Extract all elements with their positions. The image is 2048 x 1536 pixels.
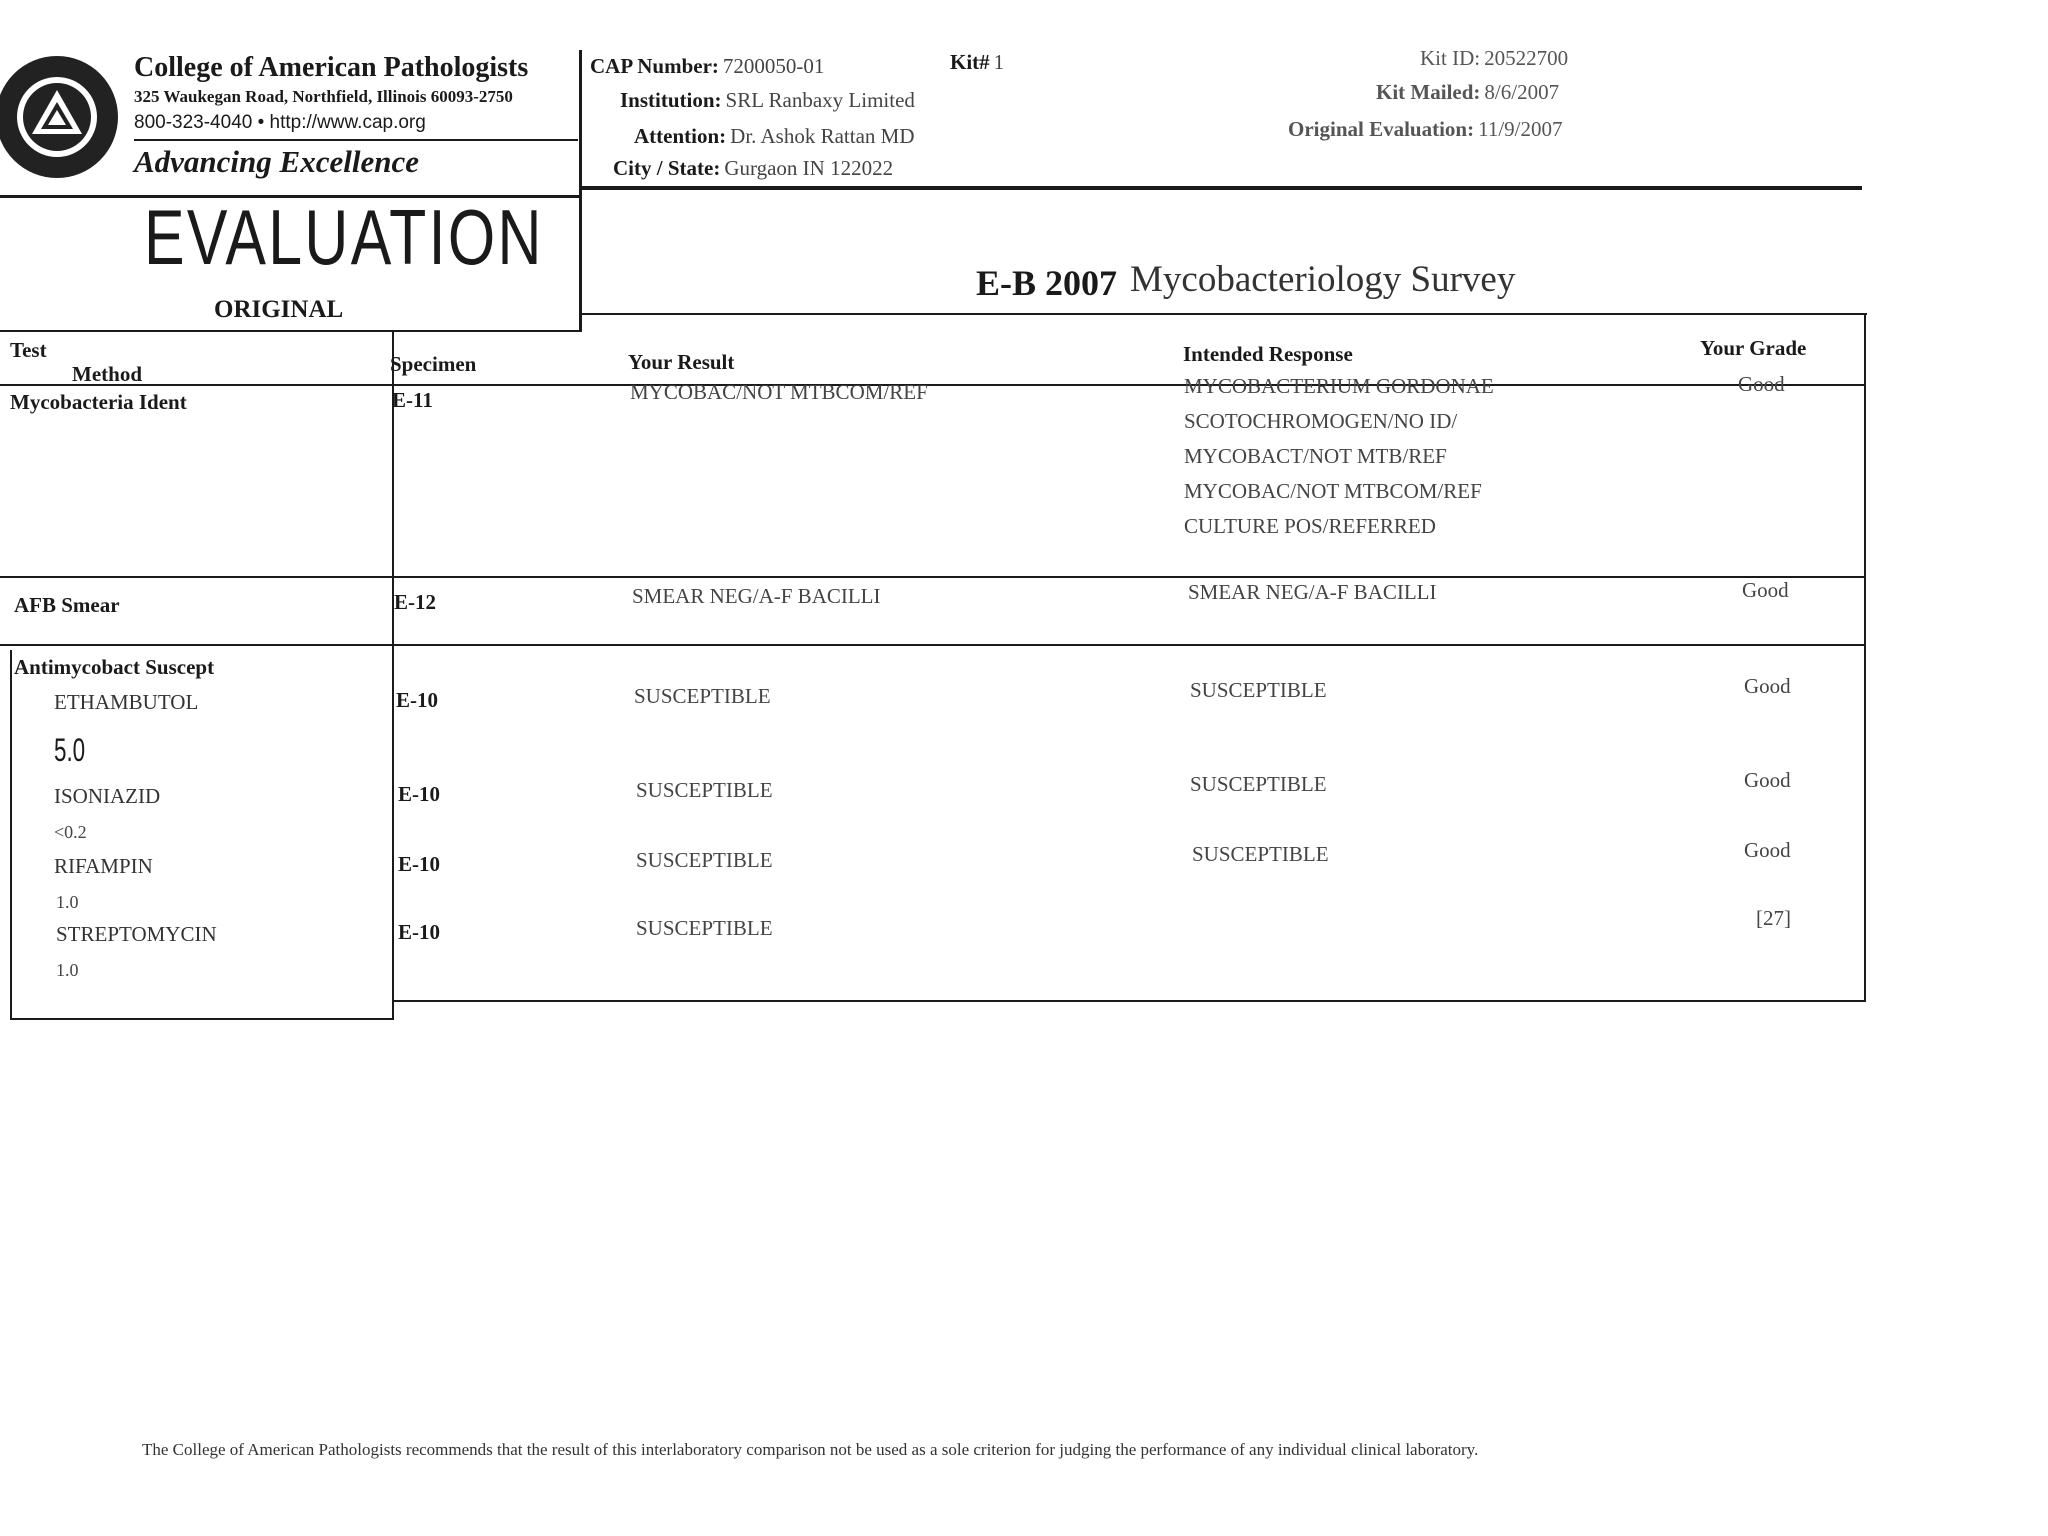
original-evaluation-line xyxy=(1288,117,1563,142)
header-your-grade: Your Grade xyxy=(1700,336,1807,360)
afb-bottom-rule xyxy=(0,644,1866,646)
cap-seal-logo xyxy=(0,54,120,180)
intended-response-line: MYCOBACT/NOT MTB/REF xyxy=(1184,444,1447,468)
kit-id-line xyxy=(1420,46,1568,71)
your-result: SMEAR NEG/A-F BACILLI xyxy=(632,584,881,608)
drug-value: 1.0 xyxy=(56,892,79,912)
specimen: E-10 xyxy=(398,852,440,876)
tagline-rule xyxy=(134,139,578,141)
city-state-label: City / State: xyxy=(613,156,721,180)
kit-number-line xyxy=(950,50,1004,75)
attention-label: Attention: xyxy=(634,124,727,148)
survey-code: E-B 2007 xyxy=(976,263,1118,303)
intended-response: SUSCEPTIBLE xyxy=(1190,772,1327,796)
header-bottom-rule xyxy=(0,384,1866,386)
kit-mailed-label: Kit Mailed: xyxy=(1376,80,1481,104)
header-method: Method xyxy=(72,362,142,386)
evaluation-stamp: EVALUATION xyxy=(144,193,544,281)
intended-response: SUSCEPTIBLE xyxy=(1192,842,1329,866)
intended-response: SUSCEPTIBLE xyxy=(1190,678,1327,702)
original-evaluation-label: Original Evaluation: xyxy=(1288,117,1475,141)
table-top-rule-left xyxy=(0,330,582,332)
your-grade: Good xyxy=(1738,372,1785,396)
kit-number-value: 1 xyxy=(993,50,1005,74)
header-vertical-rule xyxy=(579,50,582,330)
cap-number-value: 7200050-01 xyxy=(722,54,825,78)
drug-name: ETHAMBUTOL xyxy=(54,690,199,714)
institution-value: SRL Ranbaxy Limited xyxy=(725,88,915,112)
attention-value: Dr. Ashok Rattan MD xyxy=(730,124,915,148)
intended-response-line: MYCOBAC/NOT MTBCOM/REF xyxy=(1184,479,1482,503)
header-specimen: Specimen xyxy=(390,352,477,376)
intended-response: SMEAR NEG/A-F BACILLI xyxy=(1188,580,1437,604)
kit-id-label: Kit ID: xyxy=(1420,46,1481,70)
drug-name: ISONIAZID xyxy=(54,784,161,808)
kit-id-value: 20522700 xyxy=(1484,46,1569,70)
specimen: E-11 xyxy=(392,388,433,412)
org-address: 325 Waukegan Road, Northfield, Illinois 60093-2750 xyxy=(134,87,513,106)
intended-response-line: MYCOBACTERIUM GORDONAE xyxy=(1184,374,1494,398)
your-grade: Good xyxy=(1744,768,1791,792)
test-column-rule xyxy=(392,332,394,1020)
cap-number-label: CAP Number: xyxy=(590,54,719,78)
intended-response-line: CULTURE POS/REFERRED xyxy=(1184,514,1436,538)
specimen: E-10 xyxy=(398,782,440,806)
table-bottom-rule-left xyxy=(10,1018,394,1020)
your-result: SUSCEPTIBLE xyxy=(636,778,773,802)
survey-title: Mycobacteriology Survey xyxy=(1130,259,1516,300)
org-tagline: Advancing Excellence xyxy=(134,144,419,179)
drug-value: 1.0 xyxy=(56,960,79,980)
institution-line xyxy=(620,88,915,113)
specimen: E-10 xyxy=(396,688,438,712)
header-test: Test xyxy=(10,338,47,362)
drug-value: <0.2 xyxy=(54,822,87,842)
your-grade: Good xyxy=(1744,838,1791,862)
table-right-rule xyxy=(1864,313,1866,1001)
header-right-rule xyxy=(582,186,1862,190)
ident-bottom-rule xyxy=(0,576,1866,578)
kit-mailed-value: 8/6/2007 xyxy=(1484,80,1560,104)
institution-label: Institution: xyxy=(620,88,722,112)
table-bottom-rule-right xyxy=(394,1000,1866,1002)
city-state-line xyxy=(613,156,893,181)
your-result: SUSCEPTIBLE xyxy=(634,684,771,708)
your-result: SUSCEPTIBLE xyxy=(636,916,773,940)
org-phone-web: 800-323-4040 • http://www.cap.org xyxy=(134,112,426,133)
org-name: College of American Pathologists xyxy=(134,52,529,83)
test-name: AFB Smear xyxy=(14,593,120,617)
kit-number-label: Kit# xyxy=(950,50,990,74)
footer-disclaimer: The College of American Pathologists recommends that the result of this interlaboratory comparison not be used as a sole criterion for judging the performance of any individual clinical laboratory. xyxy=(142,1440,1479,1459)
table-top-rule-right xyxy=(582,313,1867,315)
attention-line xyxy=(634,124,915,149)
drug-name: STREPTOMYCIN xyxy=(56,922,217,946)
your-result: MYCOBAC/NOT MTBCOM/REF xyxy=(630,380,928,404)
your-grade: Good xyxy=(1744,674,1791,698)
city-state-value: Gurgaon IN 122022 xyxy=(724,156,894,180)
test-name: Mycobacteria Ident xyxy=(10,390,187,414)
original-stamp: ORIGINAL xyxy=(214,296,344,323)
specimen: E-12 xyxy=(394,590,436,614)
kit-mailed-line xyxy=(1376,80,1559,105)
header-your-result: Your Result xyxy=(628,350,735,374)
drug-value-handwritten: 5.0 xyxy=(54,732,86,768)
header-intended-response: Intended Response xyxy=(1183,342,1353,366)
your-grade: Good xyxy=(1742,578,1789,602)
table-left-rule xyxy=(10,650,12,1020)
intended-response-line: SCOTOCHROMOGEN/NO ID/ xyxy=(1184,409,1458,433)
original-evaluation-value: 11/9/2007 xyxy=(1478,117,1563,141)
specimen: E-10 xyxy=(398,920,440,944)
cap-number-line xyxy=(590,54,824,79)
your-result: SUSCEPTIBLE xyxy=(636,848,773,872)
drug-name: RIFAMPIN xyxy=(54,854,153,878)
your-grade: [27] xyxy=(1756,906,1791,930)
test-name: Antimycobact Suscept xyxy=(14,655,215,679)
